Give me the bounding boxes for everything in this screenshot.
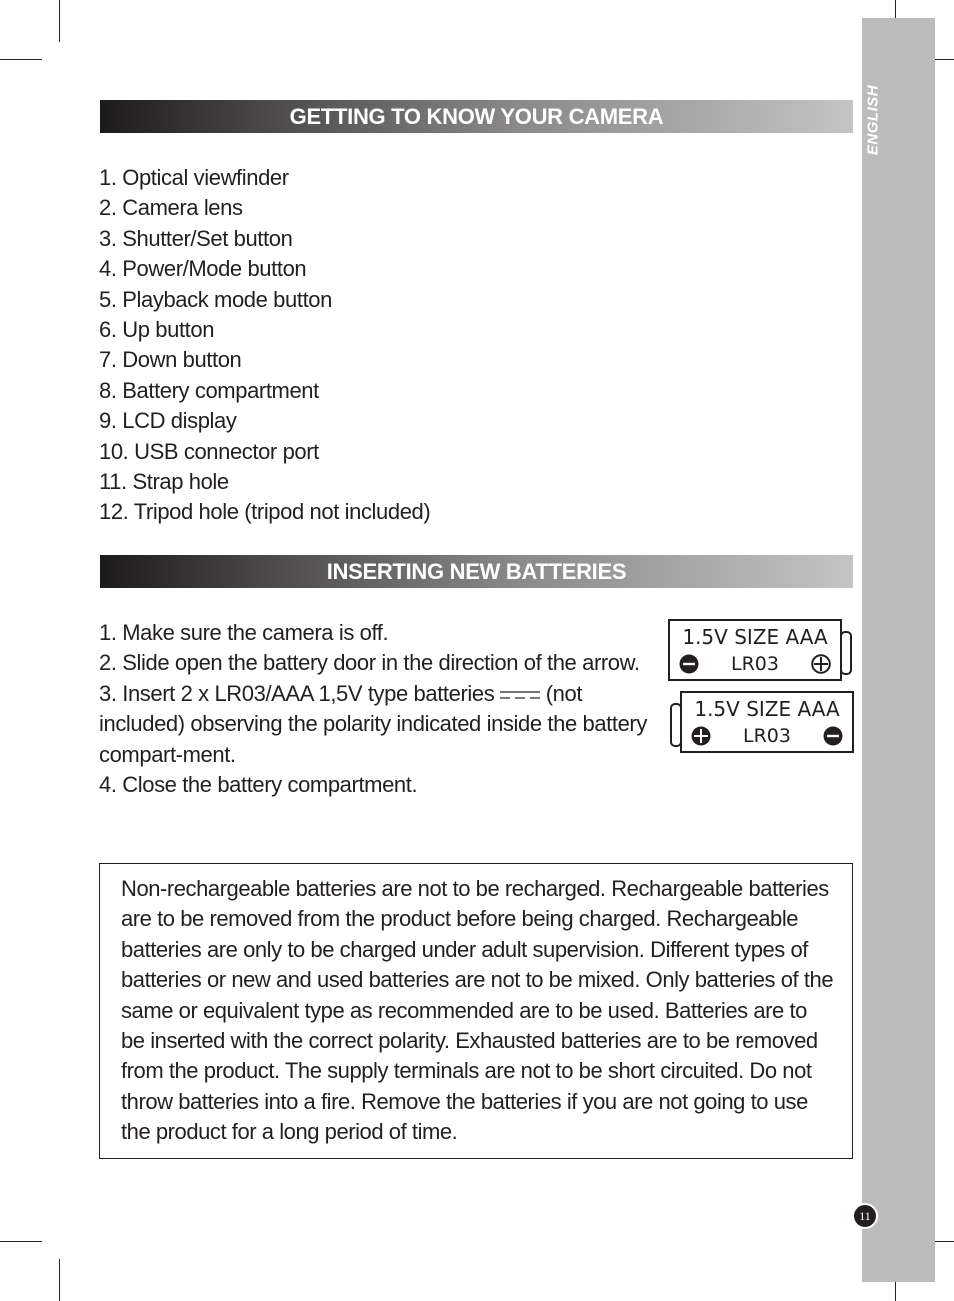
battery-code-label: LR03	[731, 653, 779, 675]
crop-mark	[59, 0, 60, 42]
list-item: 8. Battery compartment	[99, 377, 319, 403]
page-number: 11	[852, 1203, 878, 1229]
battery-bottom	[680, 691, 854, 753]
dc-current-icon	[500, 690, 540, 700]
step-4: 4. Close the battery compartment.	[99, 772, 418, 798]
language-label: ENGLISH	[864, 84, 882, 156]
battery-size-label: 1.5V SIZE AAA	[682, 625, 828, 649]
battery-nub	[670, 703, 682, 747]
battery-top	[668, 619, 842, 681]
crop-mark	[0, 1241, 42, 1242]
plus-terminal-icon	[691, 726, 711, 746]
list-item: 9. LCD display	[99, 408, 237, 434]
side-language-strip	[862, 18, 935, 1282]
crop-mark	[0, 59, 42, 60]
list-item: 10. USB connector port	[99, 438, 319, 464]
step-3-text-start: 3. Insert 2 x LR03/AAA 1,5V type batteries	[99, 680, 501, 706]
battery-steps	[99, 618, 659, 800]
camera-parts-list	[99, 163, 430, 528]
list-item: 3. Shutter/Set button	[99, 225, 293, 251]
battery-warning-text: Non-rechargeable batteries are not to be recharged. Rechargeable batteries are to be removed from the product before being charged. Rechargeable batteries are only to be charged under adult supervision. Different types of batteries or new and used batteries are not to be mixed. Only batteries of the same or equivalent type as recommended are to be used. Batteries are to be inserted with the correct polarity. Exhausted batteries are to be removed from the product. The supply terminals are not to be short circuited. Do not throw batteries into a fire. Remove the batteries if you are not going to use the product for a long period of time.	[121, 876, 834, 1145]
list-item: 5. Playback mode button	[99, 286, 332, 312]
step-1: 1. Make sure the camera is off.	[99, 620, 389, 645]
list-item: 11. Strap hole	[99, 469, 229, 495]
section-header-batteries: INSERTING NEW BATTERIES	[100, 555, 853, 588]
crop-mark	[59, 1259, 60, 1301]
list-item: 12. Tripod hole (tripod not included)	[99, 499, 431, 525]
list-item: 2. Camera lens	[99, 195, 243, 221]
battery-size-label: 1.5V SIZE AAA	[694, 697, 840, 721]
battery-warning-box	[99, 863, 853, 1159]
battery-nub	[840, 631, 852, 675]
list-item: 4. Power/Mode button	[99, 256, 307, 282]
list-item: 1. Optical viewfinder	[99, 165, 289, 190]
list-item: 7. Down button	[99, 347, 242, 373]
step-3-text-end: (not included) observing the polarity indicated inside the battery compart-ment.	[99, 680, 647, 767]
battery-code-label: LR03	[743, 725, 791, 747]
list-item: 6. Up button	[99, 317, 215, 343]
minus-terminal-icon	[823, 726, 843, 746]
plus-terminal-icon	[811, 654, 831, 674]
step-3	[99, 679, 659, 770]
step-2: 2. Slide open the battery door in the direction of the arrow.	[99, 650, 640, 676]
section-header-camera: GETTING TO KNOW YOUR CAMERA	[100, 100, 853, 133]
minus-terminal-icon	[679, 654, 699, 674]
